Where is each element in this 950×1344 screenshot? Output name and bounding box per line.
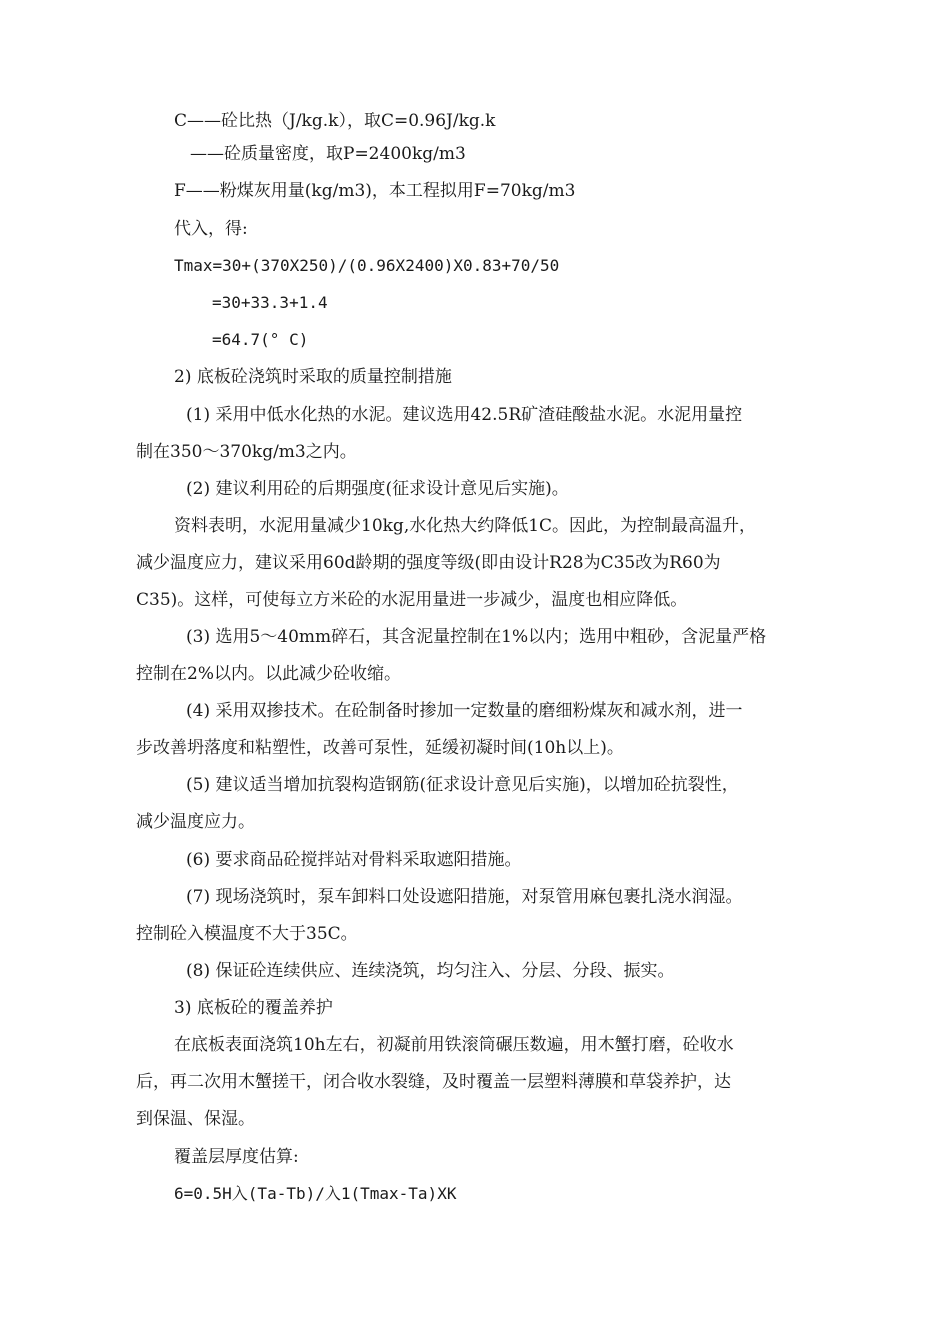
text-line: (8) 保证砼连续供应、连续浇筑，均匀注入、分层、分段、振实。 <box>186 961 675 981</box>
text-line: (1) 采用中低水化热的水泥。建议选用42.5R矿渣硅酸盐水泥。水泥用量控 <box>186 405 743 425</box>
formula-line: =30+33.3+1.4 <box>212 293 328 312</box>
section-heading: 2) 底板砼浇筑时采取的质量控制措施 <box>174 367 452 387</box>
text-line: 控制在2%以内。以此减少砼收缩。 <box>136 664 401 684</box>
text-line: (3) 选用5〜40mm碎石，其含泥量控制在1%以内；选用中粗砂，含泥量严格 <box>186 627 767 647</box>
text-line: (5) 建议适当增加抗裂构造钢筋(征求设计意见后实施)，以增加砼抗裂性， <box>186 775 739 795</box>
text-line: 后，再二次用木蟹搓干，闭合收水裂缝，及时覆盖一层塑料薄膜和草袋养护，达 <box>136 1072 731 1092</box>
text-line: (4) 采用双掺技术。在砼制备时掺加一定数量的磨细粉煤灰和减水剂，进一 <box>186 701 743 721</box>
text-line: 减少温度应力，建议采用60d龄期的强度等级(即由设计R28为C35改为R60为 <box>136 553 721 573</box>
text-line: 代入，得: <box>174 219 248 239</box>
text-line: (6) 要求商品砼搅拌站对骨料采取遮阳措施。 <box>186 850 522 870</box>
formula-line: =64.7(° C) <box>212 330 309 349</box>
text-line: 到保温、保湿。 <box>136 1109 255 1129</box>
text-line: (2) 建议利用砼的后期强度(征求设计意见后实施)。 <box>186 479 569 499</box>
text-line: C——砼比热（J/kg.k），取C=0.96J/kg.k <box>174 111 496 131</box>
text-line: 制在350〜370kg/m3之内。 <box>136 442 357 462</box>
text-line: (7) 现场浇筑时，泵车卸料口处设遮阳措施，对泵管用麻包裹扎浇水润湿。 <box>186 887 743 907</box>
section-heading: 3) 底板砼的覆盖养护 <box>174 998 333 1018</box>
text-line: 步改善坍落度和粘塑性，改善可泵性，延缓初凝时间(10h以上)。 <box>136 738 624 758</box>
text-line: C35)。这样，可使每立方米砼的水泥用量进一步减少，温度也相应降低。 <box>136 590 688 610</box>
formula-line: 6=0.5H入(Ta-Tb)/入1(Tmax-Ta)XK <box>174 1184 457 1203</box>
text-line: 控制砼入模温度不大于35C。 <box>136 924 358 944</box>
text-line: ——砼质量密度，取P=2400kg/m3 <box>190 144 466 164</box>
text-line: 资料表明，水泥用量减少10kg,水化热大约降低1C。因此，为控制最高温升， <box>174 516 757 536</box>
text-line: 在底板表面浇筑10h左右，初凝前用铁滚筒碾压数遍，用木蟹打磨，砼收水 <box>174 1035 734 1055</box>
text-line: F——粉煤灰用量(kg/m3)，本工程拟用F=70kg/m3 <box>174 181 576 201</box>
formula-line: Tmax=30+(370X250)/(0.96X2400)X0.83+70/50 <box>174 256 560 275</box>
text-line: 覆盖层厚度估算: <box>174 1147 299 1167</box>
text-line: 减少温度应力。 <box>136 812 255 832</box>
